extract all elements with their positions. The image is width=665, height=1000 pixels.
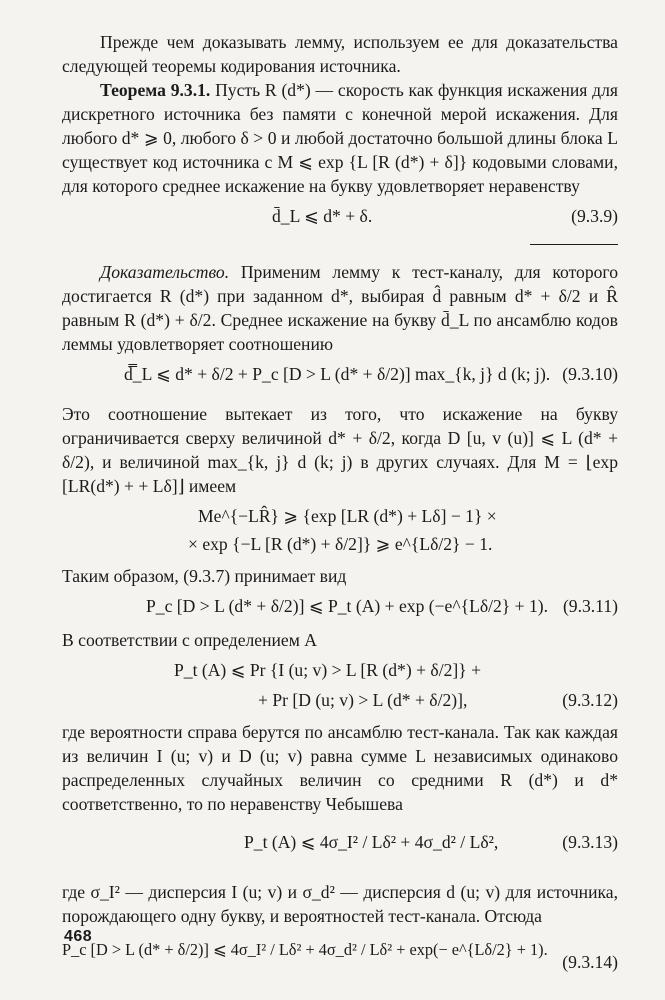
proof-text: Применим лемму к тест-каналу, для которого достигается R (d*) при заданном d*, выбирая d̂ равным d* + δ/2 и R̂ равным R (d*) + δ/2. Среднее искажение на букву d̄_L по ансамблю кодов леммы удовлетворяет соотношению bbox=[62, 262, 623, 354]
equation-expr: d̄_L ⩽ d* + δ. bbox=[272, 206, 373, 226]
definition-paragraph: В соответствии с определением A bbox=[62, 630, 317, 650]
page-number: 468 bbox=[64, 928, 93, 945]
equation-me-line-2 bbox=[62, 532, 618, 558]
equation-number: (9.3.14) bbox=[562, 952, 618, 972]
equation-9-3-9 bbox=[62, 204, 618, 234]
proof-paragraph bbox=[62, 260, 623, 356]
variance-paragraph: где σ_I² — дисперсия I (u; v) и σ_d² — дисперсия d (u; v) для источника, порождающего одну букву, и вероятностей тест-канала. Отсюда bbox=[62, 882, 618, 926]
equation-expr: × exp {−L [R (d*) + δ/2]} ⩾ e^{Lδ/2} − 1. bbox=[188, 534, 493, 554]
equation-number: (9.3.9) bbox=[571, 206, 618, 226]
explanation-paragraph: Это соотношение вытекает из того, что искажение на букву ограничивается сверху величиной d* + δ/2, когда D [u, v (u)] ⩽ L (d* + δ/2), и величиной max_{k, j} d (k; j) в других случаях. Для M = ⌊exp [LR(d*) + + Lδ]⌋ имеем bbox=[62, 404, 618, 496]
equation-9-3-10 bbox=[62, 362, 618, 396]
theorem-paragraph bbox=[62, 78, 623, 198]
proof-label: Доказательство. bbox=[100, 262, 230, 282]
equation-9-3-13 bbox=[62, 830, 618, 866]
page-body bbox=[62, 30, 623, 984]
equation-9-3-11 bbox=[62, 594, 618, 622]
equation-9-3-12-line-2 bbox=[62, 688, 618, 714]
equation-expr: Me^{−LR̂} ⩾ {exp [LR (d*) + Lδ] − 1} × bbox=[198, 506, 497, 526]
theorem-text: Пусть R (d*) — скорость как функция искажения для дискретного источника без памяти с конечной мерой искажения. Для любого d* ⩾ 0, любого δ > 0 и любой достаточно большой длины блока L существует код источника с M ⩽ exp {L [R (d*) + δ]} кодовыми словами, для которого среднее искажение на букву удовлетворяет неравенству bbox=[62, 80, 623, 196]
equation-expr: P_t (A) ⩽ 4σ_I² / Lδ² + 4σ_d² / Lδ², bbox=[244, 832, 499, 852]
divider-rule bbox=[530, 244, 618, 245]
equation-number: (9.3.11) bbox=[562, 596, 618, 616]
equation-expr: d̿_L ⩽ d* + δ/2 + P_c [D > L (d* + δ/2)] max_{k, j} d (k; j). bbox=[124, 364, 551, 384]
equation-9-3-14 bbox=[62, 938, 618, 974]
equation-expr: P_c [D > L (d* + δ/2)] ⩽ 4σ_I² / Lδ² + 4σ_d² / Lδ² + exp(− e^{Lδ/2} + 1). bbox=[62, 940, 548, 959]
equation-expr: P_c [D > L (d* + δ/2)] ⩽ P_t (A) + exp (−e^{Lδ/2} + 1). bbox=[146, 596, 549, 616]
equation-me-line-1 bbox=[62, 504, 618, 530]
section-divider bbox=[62, 240, 618, 260]
equation-9-3-12-line-1 bbox=[62, 658, 618, 684]
chebyshev-paragraph: где вероятности справа берутся по ансамблю тест-канала. Так как каждая из величин I (u; v) и D (u; v) равна сумме L независимых одинаково распределенных случайных величин со средними R (d*) и d* соответственно, то по неравенству Чебышева bbox=[62, 722, 618, 814]
transition-paragraph: Таким образом, (9.3.7) принимает вид bbox=[62, 566, 347, 586]
equation-number: (9.3.13) bbox=[562, 832, 618, 852]
equation-number: (9.3.12) bbox=[562, 690, 618, 710]
equation-expr: P_t (A) ⩽ Pr {I (u; v) > L [R (d*) + δ/2]} + bbox=[174, 660, 482, 680]
theorem-label: Теорема 9.3.1. bbox=[100, 80, 211, 100]
equation-expr: + Pr [D (u; v) > L (d* + δ/2)], bbox=[258, 690, 468, 710]
intro-paragraph: Прежде чем доказывать лемму, используем ее для доказательства следующей теоремы кодирования источника. bbox=[62, 32, 618, 76]
equation-number: (9.3.10) bbox=[562, 364, 618, 384]
